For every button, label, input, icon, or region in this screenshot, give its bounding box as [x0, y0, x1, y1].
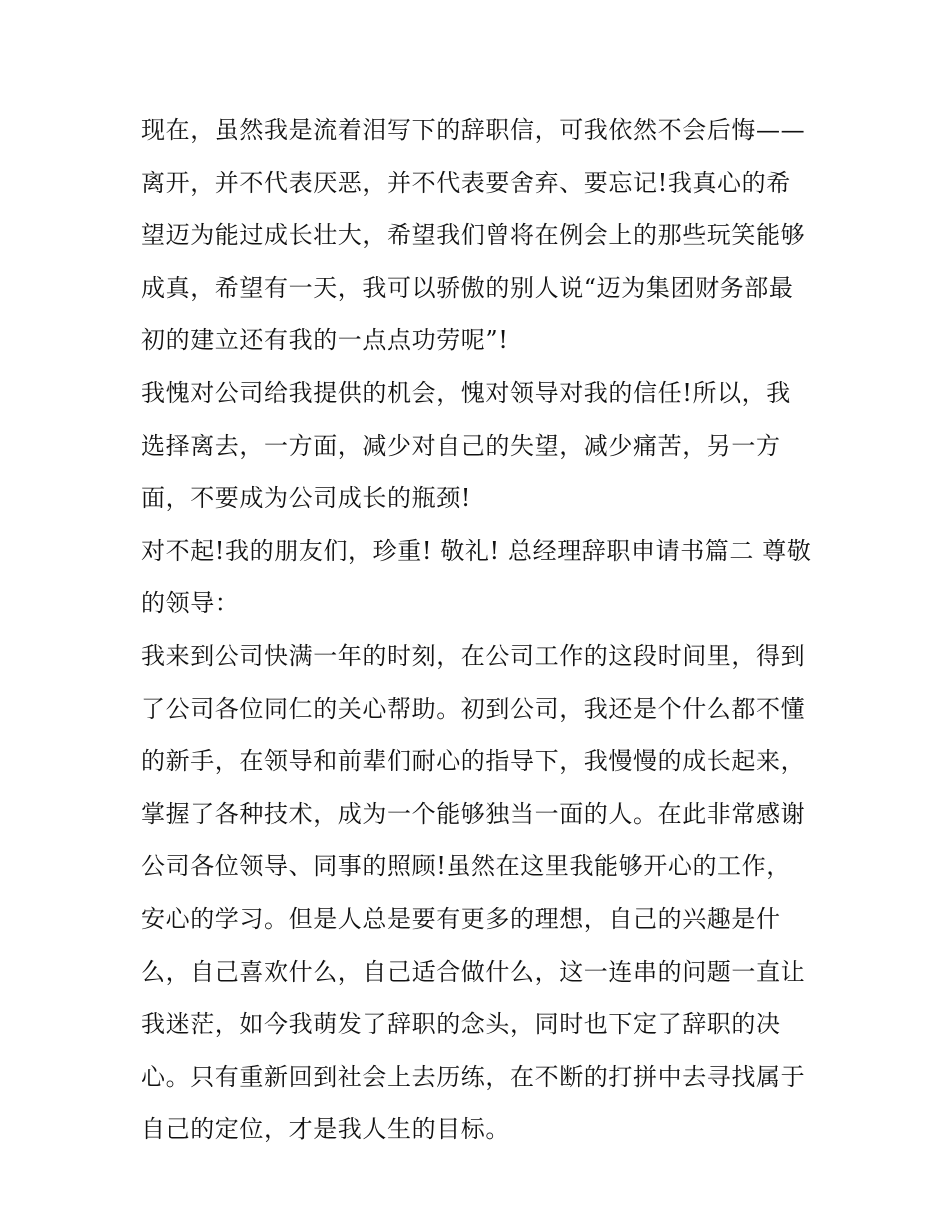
text-line: 我来到公司快满一年的时刻，在公司工作的这段时间里，得到 — [141, 641, 806, 670]
text-line: 初的建立还有我的一点点功劳呢”! — [141, 326, 509, 355]
text-line: 选择离去，一方面，减少对自己的失望，减少痛苦，另一方 — [141, 431, 781, 460]
document-body — [141, 104, 821, 1156]
text-line: 离开，并不代表厌恶，并不代表要舍弃、要忘记!我真心的希 — [141, 168, 791, 197]
text-line: 么，自己喜欢什么，自己适合做什么，这一连串的问题一直让 — [141, 957, 806, 986]
text-line: 成真，希望有一天，我可以骄傲的别人说“迈为集团财务部最 — [141, 273, 794, 302]
text-line: 心。只有重新回到社会上去历练，在不断的打拼中去寻找属于 — [141, 1062, 806, 1091]
text-line: 了公司各位同仁的关心帮助。初到公司，我还是个什么都不懂 — [141, 694, 806, 723]
text-line: 的新手，在领导和前辈们耐心的指导下，我慢慢的成长起来， — [141, 747, 806, 776]
text-line: 公司各位领导、同事的照顾!虽然在这里我能够开心的工作， — [141, 852, 791, 881]
text-line: 对不起!我的朋友们，珍重! 敬礼! 总经理辞职申请书篇二 尊敬 — [141, 536, 812, 565]
text-line: 我迷茫，如今我萌发了辞职的念头，同时也下定了辞职的决 — [141, 1010, 781, 1039]
text-line: 面，不要成为公司成长的瓶颈! — [141, 484, 472, 513]
text-line: 安心的学习。但是人总是要有更多的理想，自己的兴趣是什 — [141, 904, 781, 933]
text-line: 望迈为能过成长壮大，希望我们曾将在例会上的那些玩笑能够 — [141, 221, 806, 250]
text-line: 自己的定位，才是我人生的目标。 — [141, 1115, 510, 1144]
text-line: 现在，虽然我是流着泪写下的辞职信，可我依然不会后悔—— — [141, 116, 806, 144]
text-line: 掌握了各种技术，成为一个能够独当一面的人。在此非常感谢 — [141, 799, 806, 828]
text-line: 的领导： — [141, 589, 240, 618]
text-line: 我愧对公司给我提供的机会，愧对领导对我的信任!所以，我 — [141, 378, 791, 407]
